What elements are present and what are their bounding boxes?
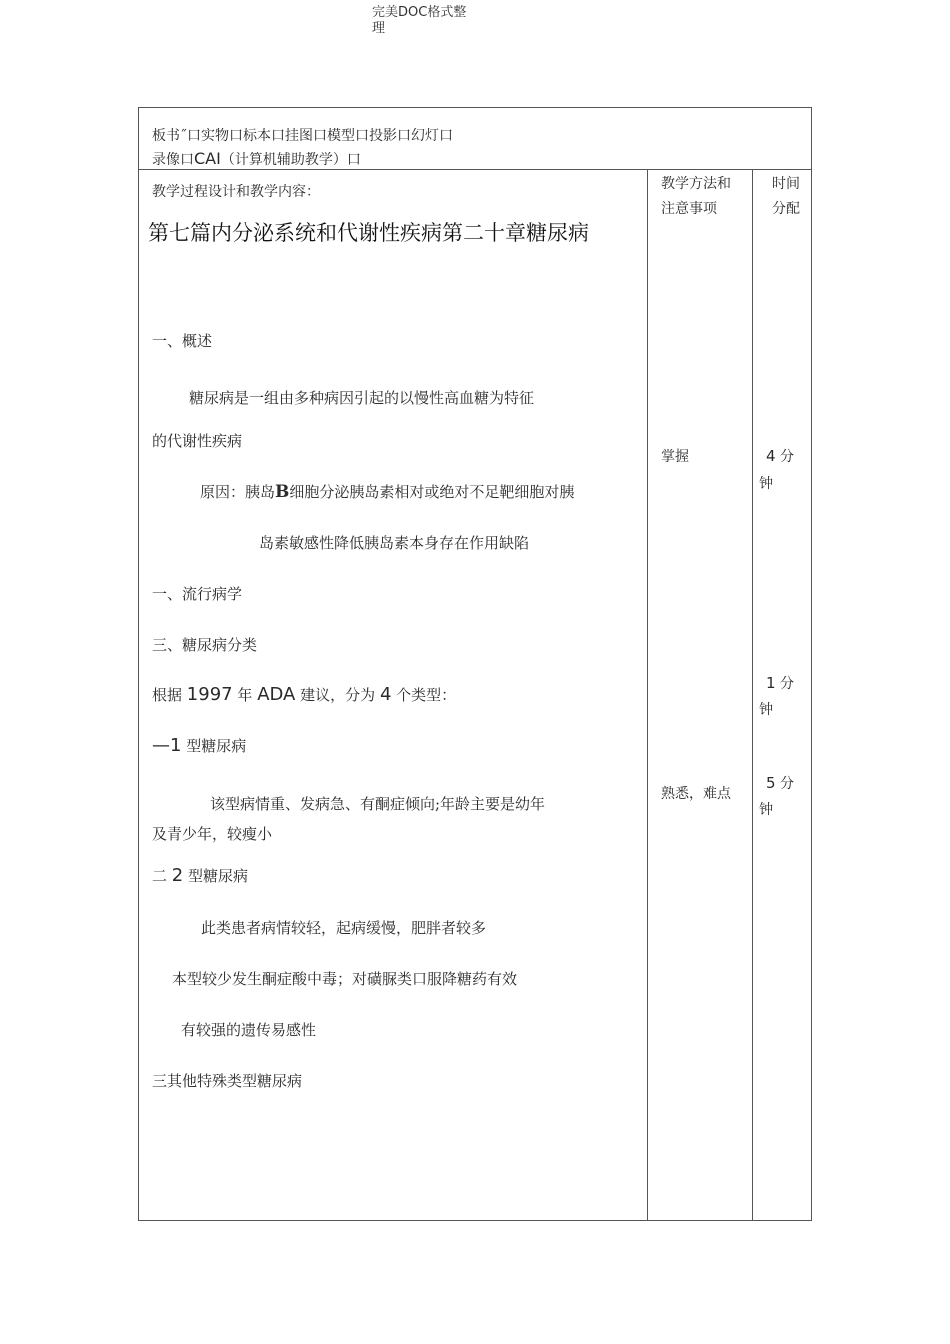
class-text-c: 建议，分为 xyxy=(300,686,376,704)
time-1-unit: 分 xyxy=(780,449,794,465)
time-column-label-1: 时间 xyxy=(772,176,800,192)
class-text-b: 年 xyxy=(237,686,253,704)
teaching-aids-video: 录像口 xyxy=(152,152,194,168)
class-text-d: 个类型： xyxy=(396,686,457,704)
time-2-unit: 分 xyxy=(780,676,794,692)
time-allocation-1 xyxy=(766,446,794,467)
method-column-label-1: 教学方法和 xyxy=(661,176,731,192)
type-other-heading: 三其他特殊类型糖尿病 xyxy=(152,1072,303,1090)
column-divider-method xyxy=(647,169,648,1221)
section-overview-heading: 一、概述 xyxy=(152,332,213,350)
time-2-num: 1 xyxy=(766,674,776,692)
time-2-line-2: 钟 xyxy=(759,702,773,718)
header-line-2: 理 xyxy=(372,21,386,36)
header-line-1: 完美DOC格式整 xyxy=(372,5,467,20)
time-3-num: 5 xyxy=(766,774,776,792)
time-allocation-3 xyxy=(766,773,794,794)
type-2-desc-3: 有较强的遗传易感性 xyxy=(181,1021,317,1039)
cause-prefix: 原因：胰岛 xyxy=(200,483,276,501)
cause-line-1 xyxy=(200,482,574,502)
type-2-prefix: 二 xyxy=(152,867,168,885)
definition-line-1: 糖尿病是一组由多种病因引起的以慢性高血糖为特征 xyxy=(189,389,535,407)
method-familiar-difficult: 熟悉，难点 xyxy=(661,786,731,802)
lesson-table xyxy=(138,107,812,1221)
cause-b-cell: B xyxy=(275,482,290,502)
type-2-num: 2 xyxy=(171,865,184,886)
class-ada: ADA xyxy=(257,684,296,705)
time-3-unit: 分 xyxy=(780,776,794,792)
column-divider-time xyxy=(752,169,753,1221)
time-allocation-2 xyxy=(766,673,794,694)
type-1-desc-line-1: 该型病情重、发病急、有酮症倾向;年龄主要是幼年 xyxy=(210,795,546,813)
teaching-aids-cai-desc: （计算机辅助教学）口 xyxy=(220,152,361,168)
class-text-a: 根据 xyxy=(152,686,183,704)
time-3-line-2: 钟 xyxy=(759,802,773,818)
section-classification-heading: 三、糖尿病分类 xyxy=(152,636,258,654)
cause-line-2: 岛素敏感性降低胰岛素本身存在作用缺陷 xyxy=(259,534,530,552)
teaching-aids-line-1: 板书˝口实物口标本口挂图口模型口投影口幻灯口 xyxy=(152,128,453,144)
type-1-prefix: —1 xyxy=(152,735,182,756)
method-master: 掌握 xyxy=(661,449,689,465)
teaching-aids-line-2 xyxy=(152,149,361,170)
type-1-heading xyxy=(152,736,246,756)
page-header xyxy=(372,5,492,37)
definition-line-2: 的代谢性疾病 xyxy=(152,432,243,450)
class-num: 4 xyxy=(379,684,392,705)
chapter-title: 第七篇内分泌系统和代谢性疾病第二十章糖尿病 xyxy=(148,221,589,245)
time-1-line-2: 钟 xyxy=(759,476,773,492)
classification-intro xyxy=(152,685,456,705)
type-2-label: 型糖尿病 xyxy=(188,867,249,885)
section-epidemiology-heading: 一、流行病学 xyxy=(152,585,243,603)
type-2-heading xyxy=(152,866,248,886)
class-year: 1997 xyxy=(186,684,233,705)
time-1-num: 4 xyxy=(766,447,776,465)
content-column-label: 教学过程设计和教学内容： xyxy=(152,184,320,200)
method-column-label-2: 注意事项 xyxy=(661,201,717,217)
cause-rest: 细胞分泌胰岛素相对或绝对不足靶细胞对胰 xyxy=(289,483,575,501)
type-1-label: 型糖尿病 xyxy=(186,737,247,755)
time-column-label-2: 分配 xyxy=(772,201,800,217)
type-2-desc-1: 此类患者病情较轻，起病缓慢，肥胖者较多 xyxy=(201,919,487,937)
type-2-desc-2: 本型较少发生酮症酸中毒；对磺脲类口服降糖药有效 xyxy=(172,970,518,988)
type-1-desc-line-2: 及青少年，较瘦小 xyxy=(152,825,273,843)
teaching-aids-cai: CAI xyxy=(194,149,221,168)
